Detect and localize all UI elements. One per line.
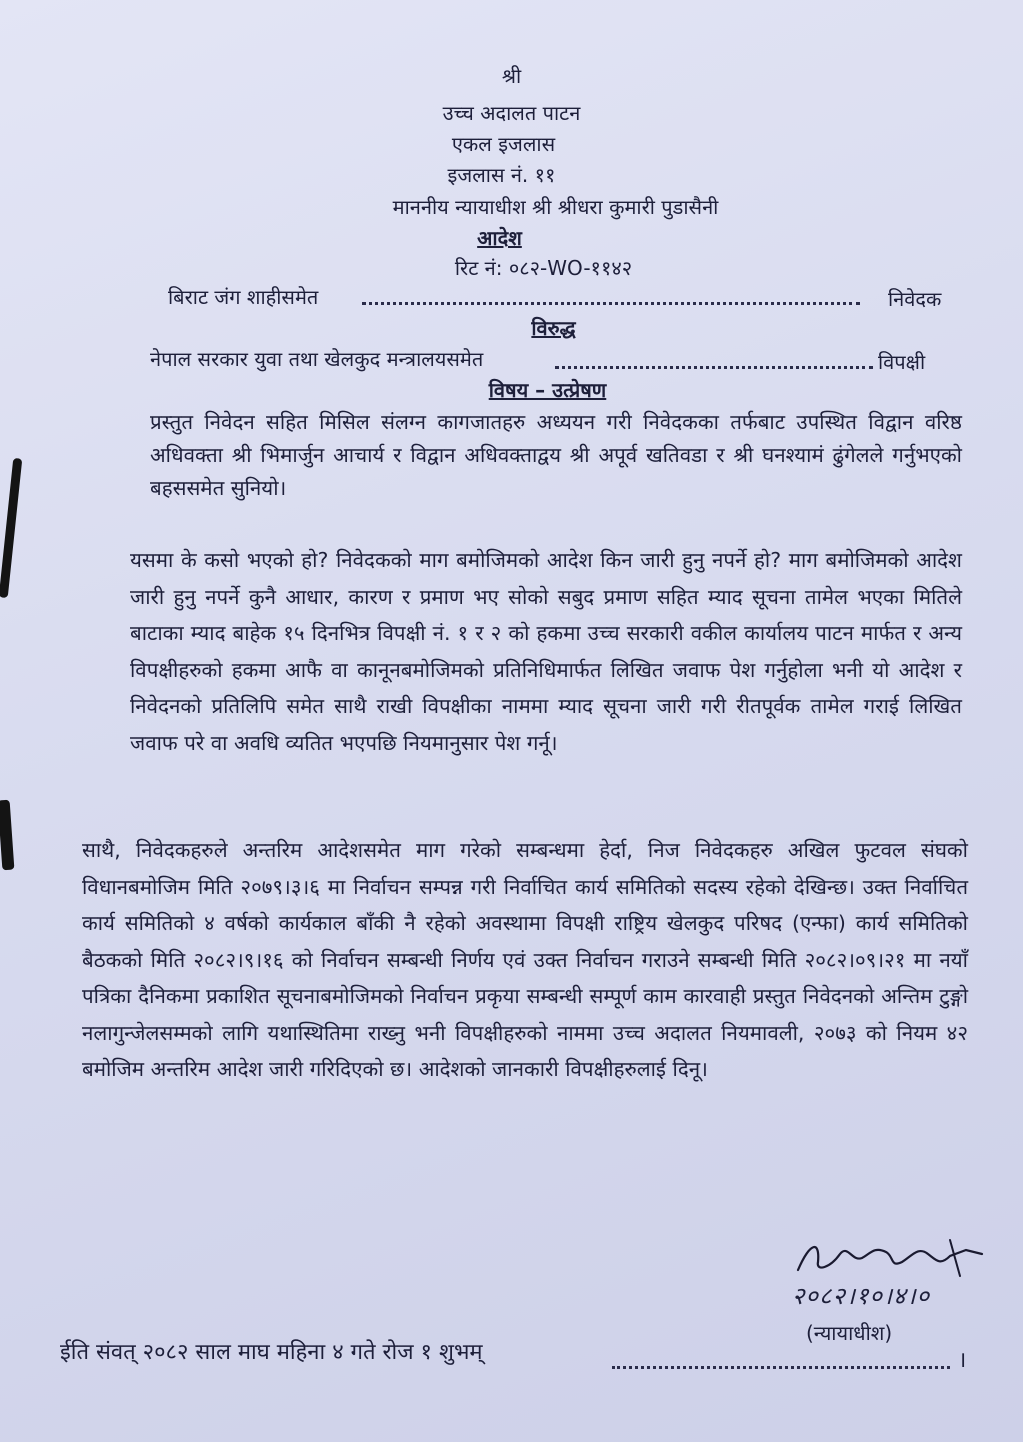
order-title: आदेश (477, 226, 522, 250)
margin-pen-mark (0, 458, 22, 598)
judge-signature (790, 1232, 990, 1282)
petitioner-role: निवेदक (888, 287, 942, 311)
bench-number: इजलास नं. ११ (447, 163, 556, 187)
petitioner-name: बिराट जंग शाहीसमेत (168, 285, 319, 309)
versus-label: विरुद्ध (531, 316, 576, 340)
subject-line: विषय – उत्प्रेषण (488, 378, 607, 402)
respondent-name: नेपाल सरकार युवा तथा खेलकुद मन्त्रालयसमेत (150, 347, 484, 371)
court-name: उच्च अदालत पाटन (442, 101, 581, 125)
bench-type: एकल इजलास (451, 132, 556, 156)
paragraph-hearing: प्रस्तुत निवेदन सहित मिसिल संलग्न कागजातहरु अध्ययन गरी निवेदकका तर्फबाट उपस्थित विद्वान वरिष्ठ अधिवक्ता श्री भिमार्जुन आचार्य र विद्वान अधिवक्ताद्वय श्री अपूर्व खतिवडा र श्री घनश्यामं ढुंगेलले गर्नुभएको बहससमेत सुनियो। (150, 410, 962, 500)
judge-name: माननीय न्यायाधीश श्री श्रीधरा कुमारी पुडासैनी (392, 195, 719, 219)
salutation: श्री (501, 64, 522, 88)
petitioner-dotted-line (362, 302, 860, 305)
writ-number: रिट नं: ०८२-WO-११४२ (454, 256, 633, 280)
margin-pen-mark-lower (0, 800, 14, 871)
judge-role-label: (न्यायाधीश) (806, 1321, 893, 1345)
paragraph-show-cause: यसमा के कसो भएको हो? निवेदकको माग बमोजिमको आदेश किन जारी हुनु नपर्ने हो? माग बमोजिमको आदेश जारी हुनु नपर्ने कुनै आधार, कारण र प्रमाण भए सोको सबुद प्रमाण सहित म्याद सूचना तामेल भएका मितिले बाटाका म्याद बाहेक १५ दिनभित्र विपक्षी नं. १ र २ को हकमा उच्च सरकारी वकील कार्यालय पाटन मार्फत र अन्य विपक्षीहरुको हकमा आफै वा कानूनबमोजिमको प्रतिनिधिमार्फत लिखित जवाफ पेश गर्नुहोला भनी यो आदेश र निवेदनको प्रतिलिपि समेत साथै राखी विपक्षीका नाममा म्याद सूचना जारी गरी रीतपूर्वक तामेल गराई लिखित जवाफ परे वा अवधि व्यतित भएपछि नियमानुसार पेश गर्नू। (130, 548, 962, 755)
respondent-dotted-line (555, 366, 873, 369)
respondent-role: विपक्षी (878, 350, 926, 374)
signature-date: २०८२।१०।४।० (792, 1282, 931, 1310)
closing-line: ईति संवत् २०८२ साल माघ महिना ४ गते रोज १ शुभम् (60, 1340, 483, 1365)
paragraph-interim-order: साथै, निवेदकहरुले अन्तरिम आदेशसमेत माग गरेको सम्बन्धमा हेर्दा, निज निवेदकहरु अखिल फुटवल संघको विधानबमोजिम मिति २०७९।३।६ मा निर्वाचन सम्पन्न गरी निर्वाचित कार्य समितिको सदस्य रहेको देखिन्छ। उक्त निर्वाचित कार्य समितिको ४ वर्षको कार्यकाल बाँकी नै रहेको अवस्थामा विपक्षी राष्ट्रिय खेलकुद परिषद (एन्फा) कार्य समितिको बैठकको मिति २०८२।९।१६ को निर्वाचन सम्बन्धी निर्णय एवं उक्त निर्वाचन गराउने सम्बन्धी मिति २०८२।०९।२१ मा नयाँ पत्रिका दैनिकमा प्रकाशित सूचनाबमोजिमको निर्वाचन प्रकृया सम्बन्धी सम्पूर्ण काम कारवाही प्रस्तुत निवेदनको अन्तिम टुङ्गो नलागुन्जेलसम्मको लागि यथास्थितिमा राख्नु भनी विपक्षीहरुको नाममा उच्च अदालत नियमावली, २०७३ को नियम ४२ बमोजिम अन्तरिम आदेश जारी गरिदिएको छ। आदेशको जानकारी विपक्षीहरुलाई दिनू। (82, 838, 968, 1081)
closing-dotted-line (612, 1366, 950, 1369)
closing-mark: । (958, 1348, 967, 1373)
